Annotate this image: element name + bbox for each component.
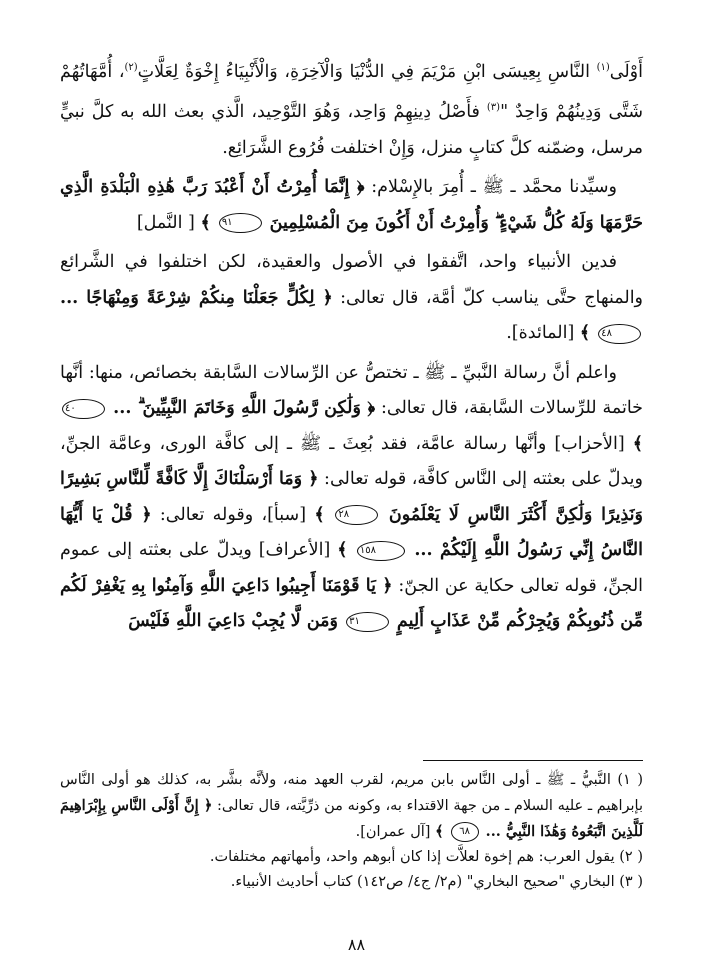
paragraph-2: [60, 170, 643, 241]
paragraph-1: [60, 50, 643, 166]
surah-reference: [ النَّمل]: [136, 212, 201, 233]
ayah-number-marker: ٦٨: [451, 822, 479, 842]
quran-verse: ﴿ إِنَّ أَوْلَى النَّاسِ بِإِبْرَاهِيمَ لَلَّذِينَ اتَّبَعُوهُ وَهَٰذَا النَّبِيُّ ...: [60, 797, 643, 840]
paragraph-3: [60, 245, 643, 352]
footnote-ref: (١): [596, 62, 610, 73]
quran-verse: ﴿ وَمَا أَرْسَلْنَاكَ إِلَّا كَافَّةً لِّلنَّاسِ بَشِيرًا وَنَذِيرًا وَلَٰكِنَّ أَكْثَرَ النَّاسِ لَا يَعْلَمُونَ: [60, 469, 643, 525]
text: فدين الأنبياء واحد، اتَّفقوا في الأصول والعقيدة، لكن اختلفوا في الشَّرائع والمنهاج حتَّى يناسب كلّ أمَّة، قال تعالى:: [60, 252, 644, 308]
verse-close-bracket: ﴾: [337, 540, 355, 561]
footnote-2: [60, 845, 643, 870]
verse-close-bracket: ﴾: [200, 212, 217, 233]
ayah-number-marker: ٤٠: [62, 399, 105, 419]
text: وأنَّها رسالة عامَّة، فقد بُعِثَ ـ ﷺ ـ إلى كافَّة الورى، وعامَّة الجنِّ، ويدلّ على بعثته إلى النَّاس كافَّة، قوله تعالى:: [60, 433, 643, 490]
text: ، وقوله تعالى:: [151, 504, 268, 525]
footnote-number: ( ١): [617, 772, 643, 788]
quran-verse: ﴿ إِنَّمَا أُمِرْتُ أَنْ أَعْبُدَ رَبَّ هَٰذِهِ الْبَلْدَةِ الَّذِي حَرَّمَهَا وَلَهُ كُلُّ شَيْءٍ ۖ وَأُمِرْتُ أَنْ أَكُونَ مِنَ الْمُسْلِمِينَ: [60, 177, 643, 233]
ayah-number-marker: ٢٨: [335, 505, 378, 525]
quran-verse: ﴿ وَلَٰكِن رَّسُولَ اللَّهِ وَخَاتَمَ النَّبِيِّينَ ۗ ...: [106, 398, 376, 419]
quran-verse: ﴿ لِكُلٍّ جَعَلْنَا مِنكُمْ شِرْعَةً وَمِنْهَاجًا ...: [60, 287, 333, 308]
footnotes: [60, 768, 643, 895]
paragraph-4: [60, 356, 643, 640]
footnote-ref: (٢): [124, 62, 138, 73]
ayah-number-marker: ٤٨: [598, 324, 641, 344]
footnote-number: ( ٢): [619, 849, 643, 865]
quran-verse: وَمَن لَّا يُجِبْ دَاعِيَ اللَّهِ فَلَيْسَ: [128, 611, 345, 632]
ayah-number-marker: ١٥٨: [357, 541, 405, 561]
quran-verse: ﴿ يَا قَوْمَنَا أَجِيبُوا دَاعِيَ اللَّهِ وَآمِنُوا بِهِ يَغْفِرْ لَكُم مِّن ذُنُوبِكُمْ وَيُجِرْكُم مِّنْ عَذَابٍ أَلِيمٍ: [60, 575, 643, 632]
page-number: ٨٨: [347, 935, 366, 954]
surah-reference: [المائدة].: [506, 323, 580, 344]
footnote-ref: (٣): [486, 102, 501, 114]
text: البخاري "صحيح البخاري" (م٢/ ج٤/ ص١٤٢) كتاب أحاديث الأنبياء.: [230, 874, 620, 890]
surah-reference: [الأحزاب]: [554, 433, 633, 454]
text: فأَصْلُ دِينِهِمْ وَاحِد، وَهُوَ التَّوْحِيد، الَّذي بعث الله به كلَّ نبيٍّ مرسل، وضمّنه كلَّ كتابٍ منزل، وَإِنْ اختلفت فُرُوع الشَّرَائِع.: [60, 102, 643, 158]
text: ، أُمَّهَاتُهُمْ شَتَّى وَدِينُهُمْ وَاحِدٌ ": [60, 61, 643, 123]
footnote-3: [60, 870, 643, 895]
verse-close-bracket: ﴾: [579, 323, 597, 344]
text: أَوْلَى: [609, 61, 643, 82]
surah-reference: [سبأ]: [267, 504, 315, 525]
surah-reference: [آل عمران].: [355, 824, 436, 840]
footnote-divider: [423, 760, 643, 761]
text: النَّبيُّ ـ ﷺ ـ أولى النَّاس بابن مريم، لقرب العهد منه، ولأنَّه بشَّر به، كذلك هو أولى النَّاس بإبراهيم ـ عليه السلام ـ من جهة الاقتداء به، وكونه من ذرِّيَّته، قال تعالى:: [60, 772, 643, 814]
ayah-number-marker: ٣١: [346, 612, 389, 632]
main-text: [60, 50, 643, 644]
verse-close-bracket: ﴾: [632, 433, 644, 454]
text: ويدلّ على بعثته إلى عموم الجنِّ، قوله تعالى حكاية عن الجنّ:: [60, 540, 644, 596]
ayah-number-marker: ٩١: [219, 213, 262, 233]
verse-close-bracket: ﴾: [314, 504, 334, 525]
text: يقول العرب: هم إخوة لعلاَّت إذا كان أبوهم واحد، وأمهاتهم مختلفات.: [209, 849, 620, 865]
text: واعلم أنَّ رسالة النَّبيِّ ـ ﷺ ـ تختصُّ عن الرِّسالات السَّابقة بخصائص، منها: أنَّها خاتمة للرِّسالات السَّابقة، قال تعالى:: [60, 362, 643, 419]
surah-reference: [الأعراف]: [258, 540, 338, 561]
quran-verse: ﴿ قُلْ يَا أَيُّهَا النَّاسُ إِنِّي رَسُولُ اللَّهِ إِلَيْكُمْ ...: [60, 504, 643, 561]
text: وسيِّدنا محمَّد ـ ﷺ ـ أُمِرَ بالإِسْلام:: [364, 177, 617, 198]
footnote-1: [60, 768, 643, 845]
text: النَّاسِ بِعِيسَى ابْنِ مَرْيَمَ فِي الدُّنْيَا وَالْآخِرَةِ، وَالْأَنْبِيَاءُ إِخْوَةٌ لِعَلَّاتٍ: [137, 61, 597, 82]
verse-close-bracket: ﴾: [435, 823, 449, 840]
footnote-number: ( ٣): [619, 874, 643, 890]
